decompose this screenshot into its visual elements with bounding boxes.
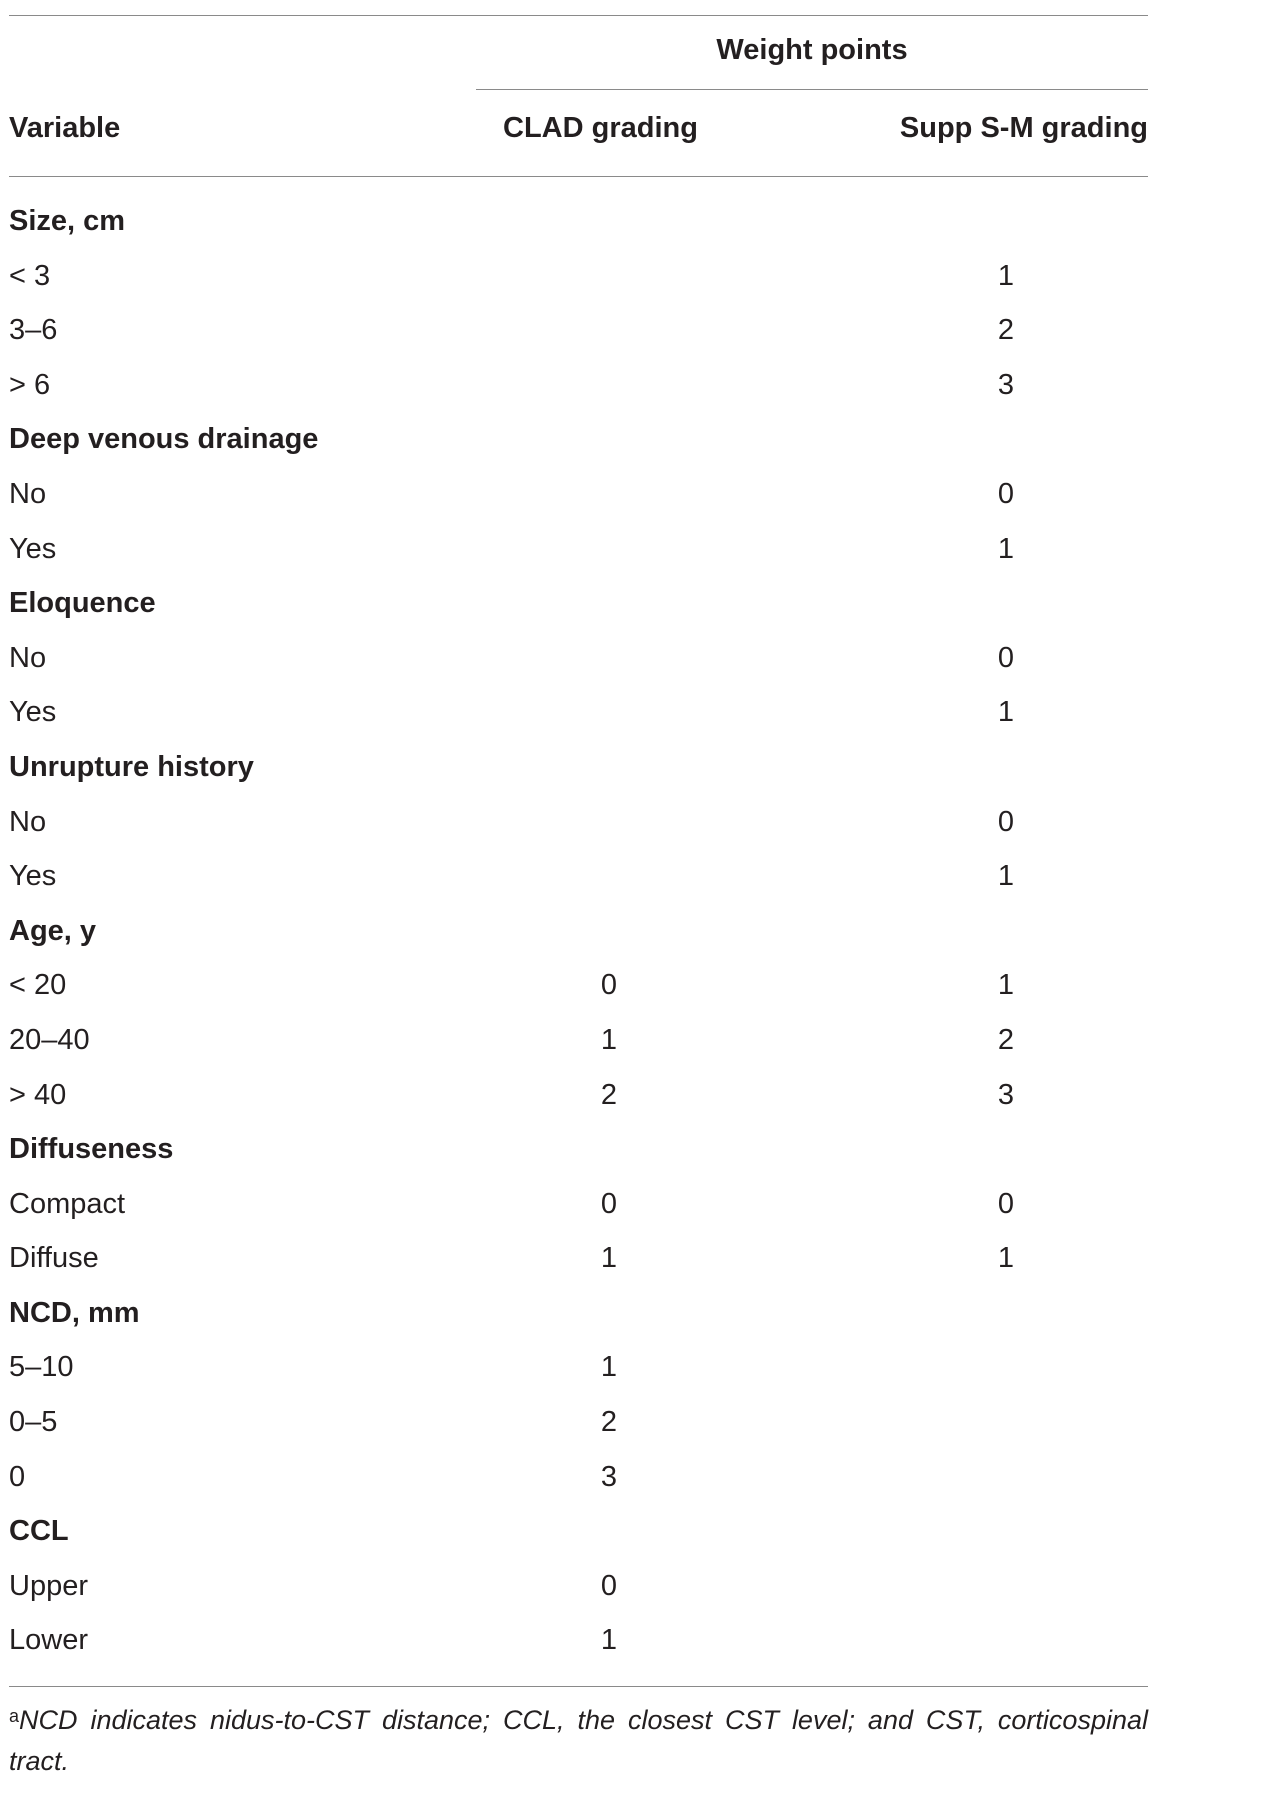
clad-value: 0 <box>600 1569 618 1602</box>
supp-value: 1 <box>997 532 1015 565</box>
variable-cell: Upper <box>9 1569 88 1602</box>
clad-value: 0 <box>600 969 618 1002</box>
clad-value: 2 <box>600 1078 618 1111</box>
footnote-text: NCD indicates nidus-to-CST distance; CCL, the closest CST level; and CST, corticospinal tract. <box>9 1705 1148 1776</box>
table-row <box>9 687 1148 742</box>
category-label: Diffuseness <box>9 1133 174 1166</box>
supp-value: 3 <box>997 368 1015 401</box>
supp-value: 2 <box>997 1023 1015 1056</box>
table-row <box>9 1561 1148 1616</box>
category-row <box>9 1124 1148 1179</box>
variable-cell: > 40 <box>9 1078 67 1111</box>
supp-value: 2 <box>997 314 1015 347</box>
supp-value: 1 <box>997 1242 1015 1275</box>
supp-value: 0 <box>997 805 1015 838</box>
supp-value: 0 <box>997 1187 1015 1220</box>
clad-value: 2 <box>600 1406 618 1439</box>
category-label: Age, y <box>9 914 97 947</box>
variable-cell: 3–6 <box>9 314 58 347</box>
variable-cell: < 3 <box>9 259 51 292</box>
variable-cell: < 20 <box>9 969 67 1002</box>
variable-cell: Lower <box>9 1624 88 1657</box>
table-row <box>9 1070 1148 1125</box>
variable-cell: Yes <box>9 696 57 729</box>
category-label: Deep venous drainage <box>9 423 319 456</box>
category-label: Unrupture history <box>9 750 254 783</box>
weight-points-header: Weight points <box>716 34 908 66</box>
category-label: NCD, mm <box>9 1296 140 1329</box>
table-body <box>9 196 1148 1670</box>
variable-column-header: Variable <box>9 112 121 144</box>
clad-value: 1 <box>600 1624 618 1657</box>
variable-cell: 0 <box>9 1460 26 1493</box>
footnote-marker: a <box>9 1706 20 1726</box>
category-row <box>9 1288 1148 1343</box>
variable-cell: No <box>9 641 47 674</box>
table-row <box>9 1179 1148 1234</box>
category-label: CCL <box>9 1515 69 1548</box>
category-row <box>9 906 1148 961</box>
variable-cell: Yes <box>9 532 57 565</box>
table-row <box>9 524 1148 579</box>
variable-cell: 0–5 <box>9 1406 58 1439</box>
variable-cell: No <box>9 477 47 510</box>
bottom-rule <box>9 1686 1148 1687</box>
table-row <box>9 633 1148 688</box>
table-row <box>9 360 1148 415</box>
table-row <box>9 960 1148 1015</box>
clad-value: 1 <box>600 1023 618 1056</box>
category-label: Size, cm <box>9 205 126 237</box>
supp-column-header: Supp S-M grading <box>899 112 1148 144</box>
header-rule <box>9 176 1148 177</box>
clad-value: 3 <box>600 1460 618 1493</box>
table-row <box>9 797 1148 852</box>
supp-value: 1 <box>997 969 1015 1002</box>
table-row <box>9 1233 1148 1288</box>
variable-cell: Compact <box>9 1187 126 1220</box>
supp-value: 0 <box>997 641 1015 674</box>
table-row <box>9 851 1148 906</box>
variable-cell: 5–10 <box>9 1351 74 1384</box>
table-row <box>9 305 1148 360</box>
variable-cell: > 6 <box>9 368 51 401</box>
table-row <box>9 251 1148 306</box>
supp-value: 1 <box>997 696 1015 729</box>
supp-value: 3 <box>997 1078 1015 1111</box>
category-row <box>9 742 1148 797</box>
table-row <box>9 1015 1148 1070</box>
category-row <box>9 578 1148 633</box>
variable-cell: No <box>9 805 47 838</box>
table-row <box>9 1615 1148 1670</box>
supp-value: 1 <box>997 860 1015 893</box>
table-row <box>9 1342 1148 1397</box>
top-rule <box>9 15 1148 16</box>
table-footnote <box>9 1700 1148 1782</box>
variable-cell: 20–40 <box>9 1023 90 1056</box>
table-row <box>9 469 1148 524</box>
table-row <box>9 1452 1148 1507</box>
category-label: Eloquence <box>9 587 156 620</box>
supp-value: 0 <box>997 477 1015 510</box>
clad-column-header: CLAD grading <box>503 112 698 144</box>
variable-cell: Diffuse <box>9 1242 99 1275</box>
category-row <box>9 414 1148 469</box>
supp-value: 1 <box>997 259 1015 292</box>
variable-cell: Yes <box>9 860 57 893</box>
clad-value: 1 <box>600 1242 618 1275</box>
category-row <box>9 196 1148 251</box>
clad-value: 0 <box>600 1187 618 1220</box>
group-header-rule <box>476 89 1148 90</box>
table-row <box>9 1397 1148 1452</box>
clad-value: 1 <box>600 1351 618 1384</box>
category-row <box>9 1506 1148 1561</box>
